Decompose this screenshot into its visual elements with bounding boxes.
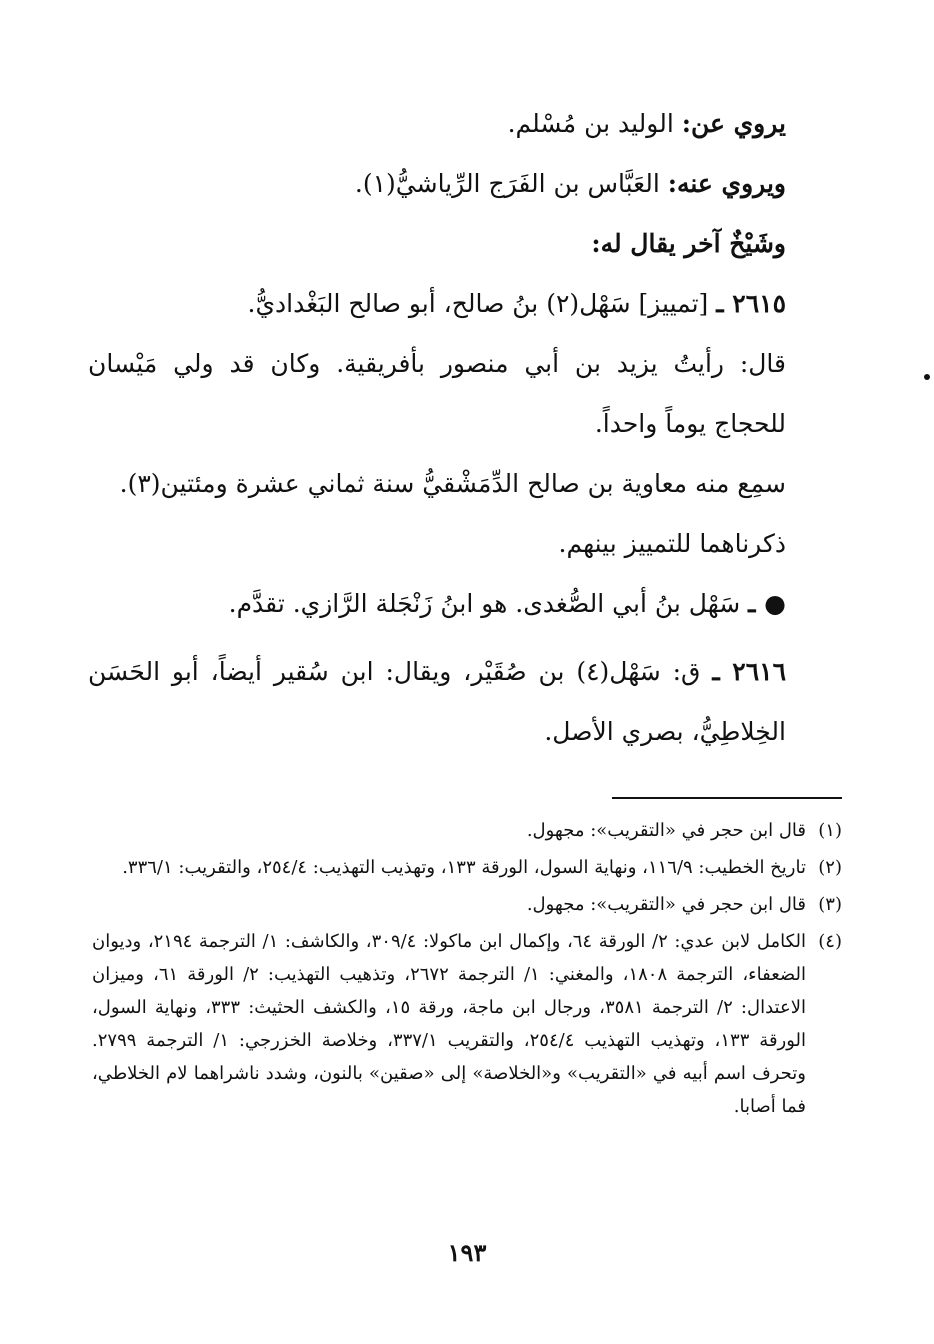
footnote-text: تاريخ الخطيب: ١١٦/٩، ونهاية السول، الورقة ١٣٣، وتهذيب التهذيب: ٢٥٤/٤، والتقريب: ٣٣٦/١. xyxy=(122,857,806,878)
entry-2616 xyxy=(88,642,786,762)
line-label: يروي عن: xyxy=(681,109,786,138)
footnote-3 xyxy=(92,888,842,921)
footnote-text: قال ابن حجر في «التقريب»: مجهول. xyxy=(526,894,806,915)
line-text: الوليد بن مُسْلم. xyxy=(507,109,682,138)
entry-text: [تمييز] سَهْل(٢) بنُ صالح، أبو صالح البَغْداديُّ. xyxy=(247,289,717,318)
margin-dot-icon xyxy=(924,374,930,380)
footnote-4 xyxy=(92,925,842,1123)
entry-2615 xyxy=(88,274,786,334)
footnote-number: (٤) xyxy=(818,931,842,952)
line-label: ويروي عنه: xyxy=(667,169,786,198)
text-line-5 xyxy=(88,334,786,454)
entry-number: ٢٦١٥ ـ xyxy=(716,289,786,318)
cross-reference-line xyxy=(88,574,786,634)
text-line-7 xyxy=(88,514,786,574)
footnote-number: (٣) xyxy=(818,894,842,915)
text-line-1 xyxy=(88,94,786,154)
line-text: قال: رأيتُ يزيد بن أبي منصور بأفريقية. وكان قد ولي مَيْسان للحجاج يوماً واحداً. xyxy=(88,349,786,438)
line-text: سَهْل بنُ أبي الصُّغدى. هو ابنُ زَنْجَلة الرَّازي. تقدَّم. xyxy=(228,589,749,618)
footnote-text: قال ابن حجر في «التقريب»: مجهول. xyxy=(526,820,806,841)
line-label: وشَيْخٌ آخر يقال له: xyxy=(591,229,786,258)
line-text: العَبَّاس بن الفَرَج الرِّياشيُّ(١). xyxy=(354,169,668,198)
text-line-2 xyxy=(88,154,786,214)
footnote-number: (١) xyxy=(818,820,842,841)
footnote-1 xyxy=(92,814,842,847)
bullet-label: ● ـ xyxy=(748,589,786,618)
text-line-6 xyxy=(88,454,786,514)
text-line-3 xyxy=(88,214,786,274)
line-text: ذكرناهما للتمييز بينهم. xyxy=(558,529,786,558)
footnote-number: (٢) xyxy=(818,857,842,878)
footnote-text: الكامل لابن عدي: ٢/ الورقة ٦٤، وإكمال ابن ماكولا: ٣٠٩/٤، والكاشف: ١/ الترجمة ٢١٩٤، وديوان الضعفاء، الترجمة ١٨٠٨، والمغني: ١/ الترجمة ٢٦٧٢، وتذهيب التهذيب: ٢/ الورقة ٦١، وميزان الاعتدال: ٢/ الترجمة ٣٥٨١، ورجال ابن ماجة، ورقة ١٥، والكشف الحثيث: ٣٣٣، ونهاية السول، الورقة ١٣٣، وتهذيب التهذيب ٢٥٤/٤، والتقريب ٣٣٧/١، وخلاصة الخزرجي: ١/ الترجمة ٢٧٩٩. وتحرف اسم أبيه في «التقريب» و«الخلاصة» إلى «صقين» بالنون، وشدد ناشراهما لام الخلاطي، فما أصابا. xyxy=(92,931,807,1117)
footnote-2 xyxy=(92,851,842,884)
entry-number: ٢٦١٦ ـ xyxy=(712,657,787,686)
footnotes xyxy=(92,814,842,1127)
footnote-divider xyxy=(612,797,842,799)
page-number: ١٩٣ xyxy=(447,1238,487,1267)
main-text xyxy=(88,94,786,762)
entry-text: ق: سَهْل(٤) بن صُقَيْر، ويقال: ابن سُقير أيضاً، أبو الحَسَن الخِلاطِيُّ، بصري الأصل. xyxy=(88,657,786,746)
line-text: سمِع منه معاوية بن صالح الدِّمَشْقيُّ سنة ثماني عشرة ومئتين(٣). xyxy=(119,469,786,498)
